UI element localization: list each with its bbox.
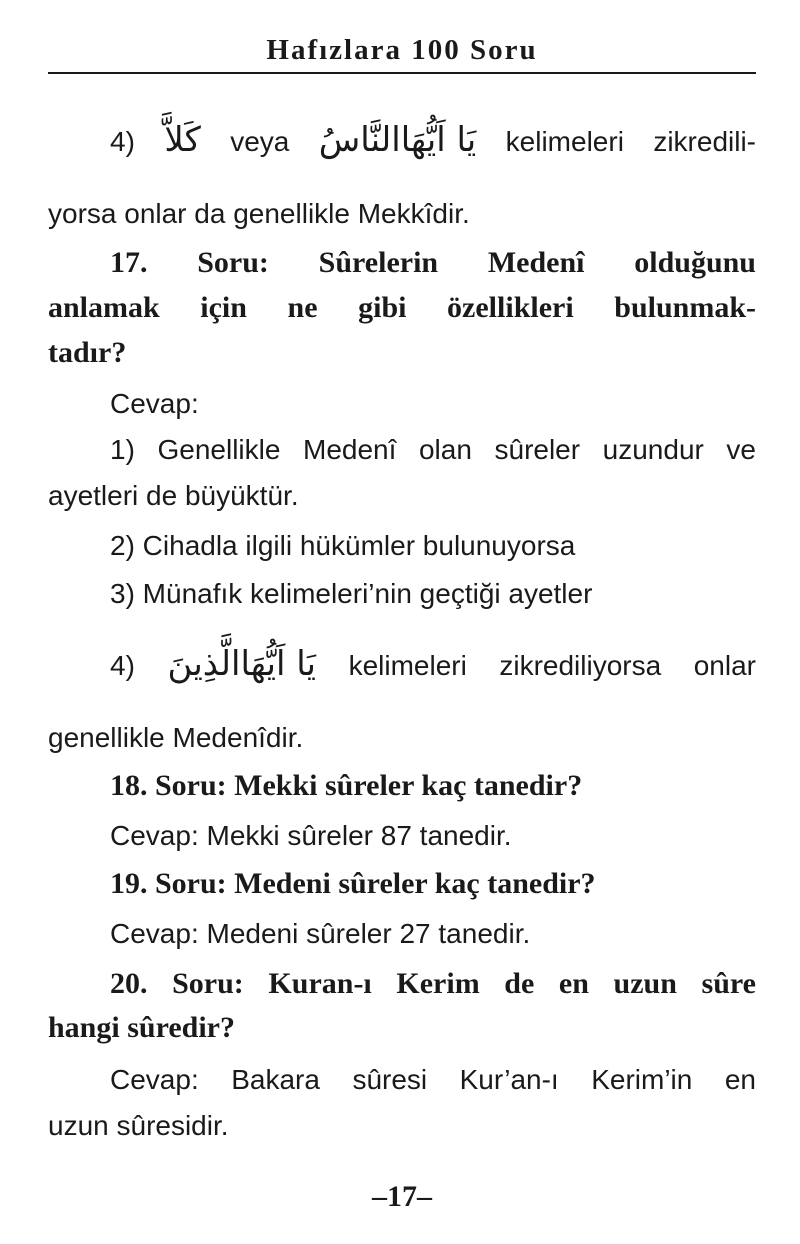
q18-answer: Cevap: Mekki sûreler 87 tanedir. [110, 820, 512, 851]
meccan-item-4-line [110, 116, 756, 164]
item-number: 4) [110, 650, 135, 681]
word-veya: veya [230, 126, 290, 157]
arabic-ya-ayyuhalladhina: يَا اَيُّهَاالَّذِينَ [167, 644, 317, 684]
q17-item-1-line-2: ayetleri de büyüktür. [48, 480, 299, 511]
q17-item-3: 3) Münafık kelimeleri’nin geçtiği ayetler [110, 578, 593, 609]
q18-question: 18. Soru: Mekki sûreler kaç tanedir? [110, 769, 583, 802]
q20-question-line-2: hangi sûredir? [48, 1011, 235, 1044]
q17-item-4-line [110, 640, 756, 688]
header-rule [48, 72, 756, 74]
page-number: –17– [372, 1180, 432, 1213]
meccan-item-4-continuation: yorsa onlar da genellikle Mekkîdir. [48, 198, 470, 229]
q17-question-line-1: 17. Soru: Sûrelerin Medenî olduğunu [110, 246, 756, 279]
q20-answer-line-1: Cevap: Bakara sûresi Kur’an-ı Kerim’in en [110, 1064, 756, 1095]
q20-answer-line-2: uzun sûresidir. [48, 1110, 229, 1141]
arabic-kalla: كَلاَّ [164, 120, 201, 160]
arabic-ya-ayyuhannas: يَا اَيُّهَاالنَّاسُ [318, 120, 477, 160]
q17-answer-label: Cevap: [110, 388, 199, 419]
q19-answer: Cevap: Medeni sûreler 27 tanedir. [110, 918, 531, 949]
q17-question-line-3: tadır? [48, 336, 127, 369]
item-text: kelimeleri zikredili- [505, 126, 756, 157]
item-number: 4) [110, 126, 135, 157]
running-header: Hafızlara 100 Soru [266, 34, 538, 66]
item-text: kelimeleri zikrediliyorsa onlar [348, 650, 756, 681]
q17-item-1-line-1: 1) Genellikle Medenî olan sûreler uzundur ve [110, 434, 756, 465]
q20-question-line-1: 20. Soru: Kuran-ı Kerim de en uzun sûre [110, 967, 756, 1000]
book-page [48, 0, 756, 1244]
q17-question-line-2: anlamak için ne gibi özellikleri bulunmak- [48, 291, 756, 324]
q19-question: 19. Soru: Medeni sûreler kaç tanedir? [110, 867, 596, 900]
q17-item-2: 2) Cihadla ilgili hükümler bulunuyorsa [110, 530, 576, 561]
q17-item-4-continuation: genellikle Medenîdir. [48, 722, 304, 753]
